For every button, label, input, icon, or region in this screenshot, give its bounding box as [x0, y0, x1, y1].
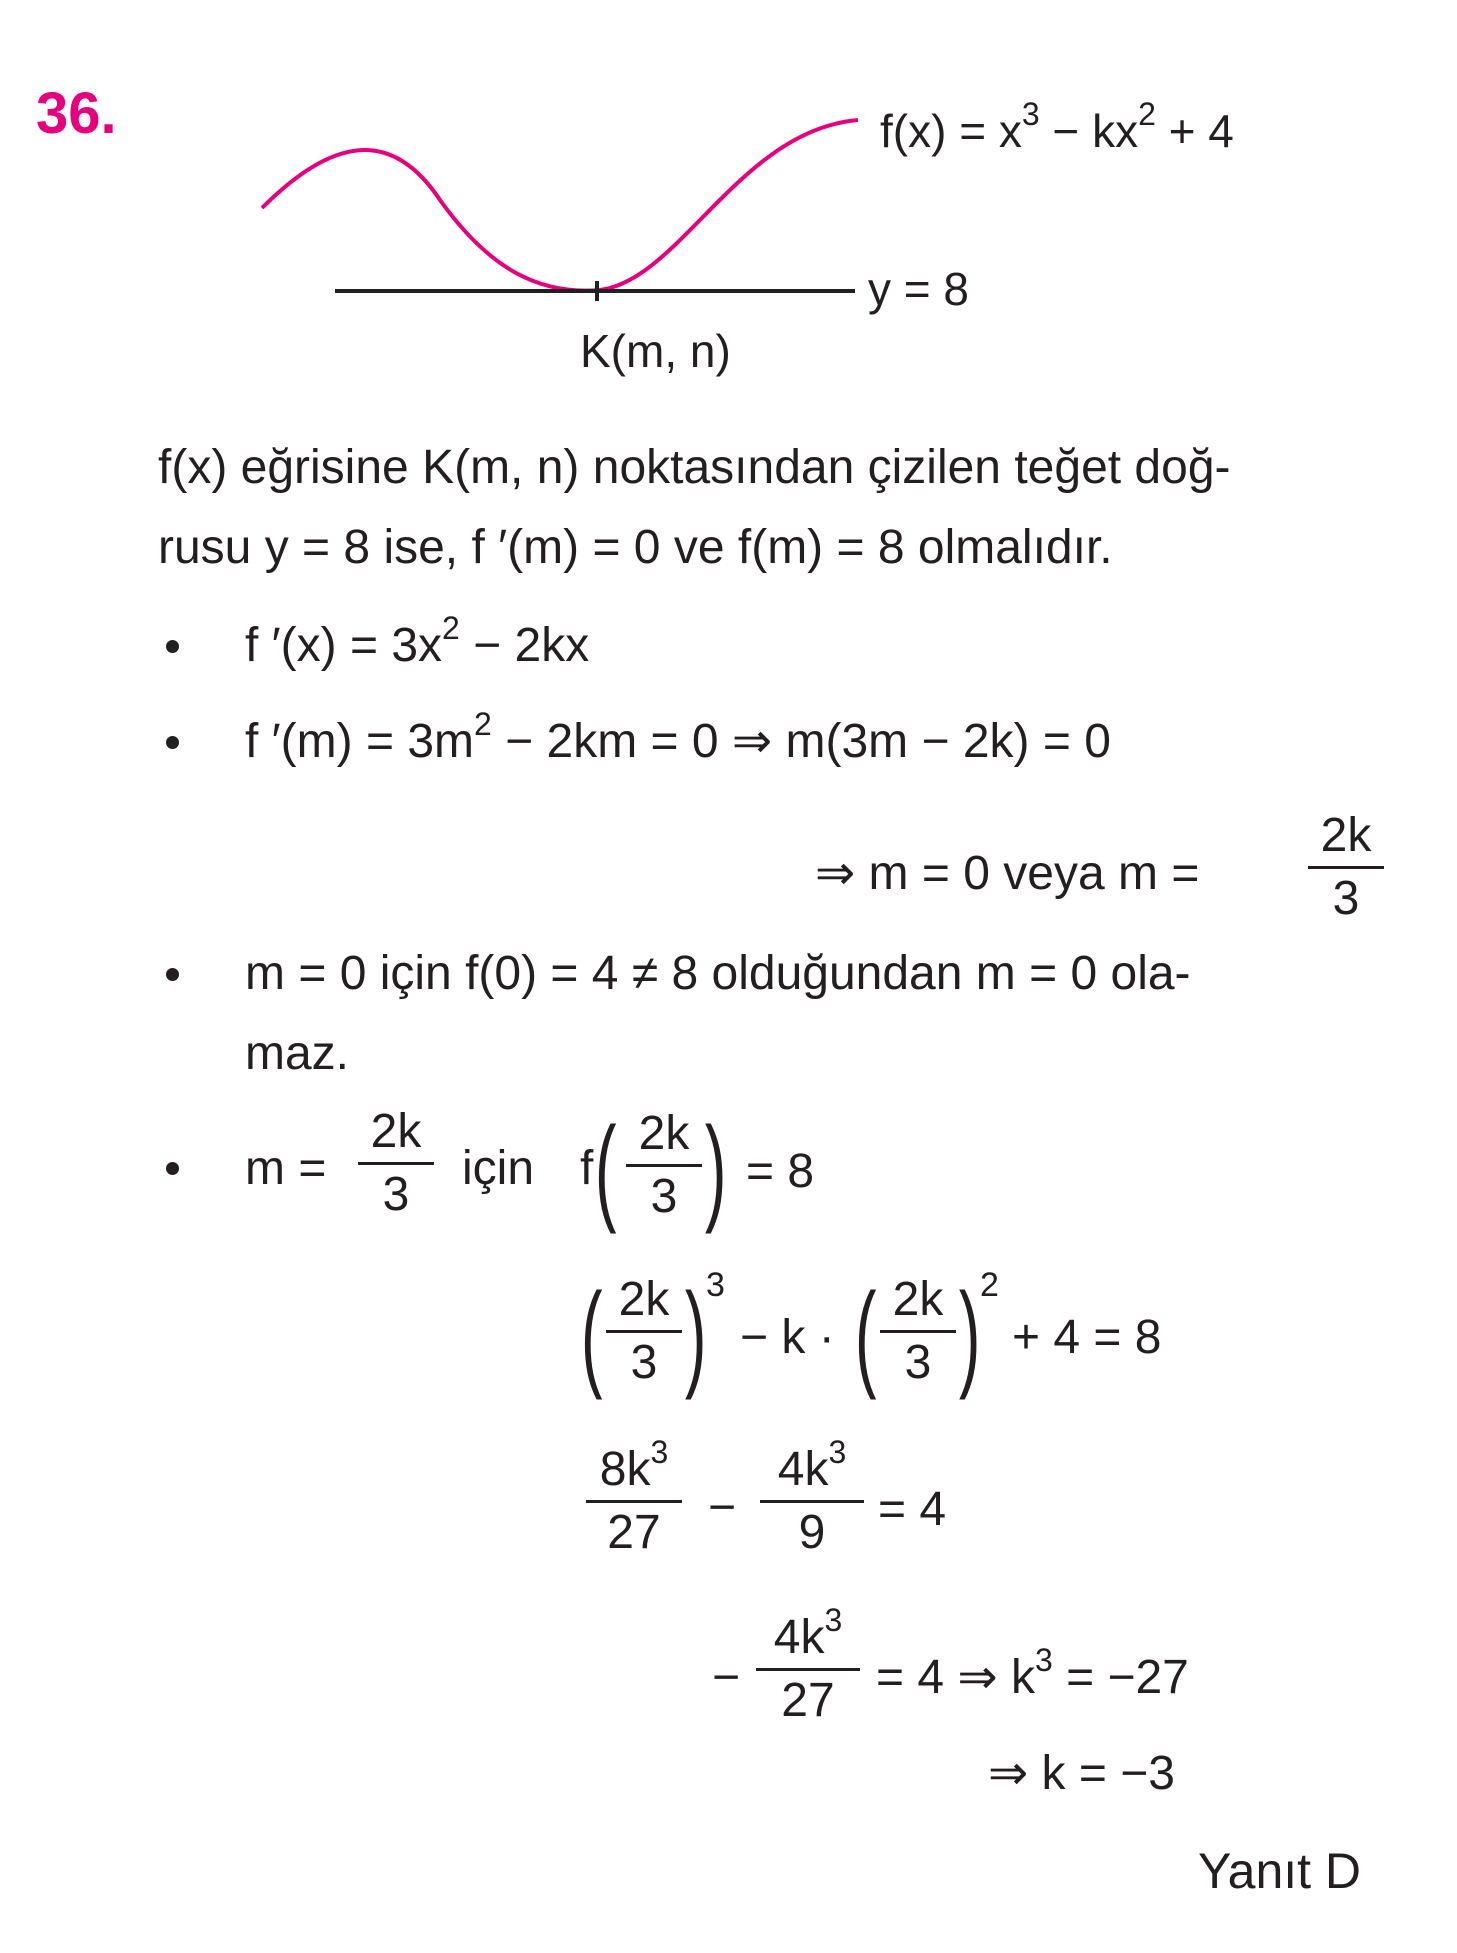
step-3-fraction: 2k 3: [1308, 812, 1384, 923]
eq-1-rparen: ): [684, 1269, 707, 1401]
step-5-rparen: ): [704, 1103, 727, 1235]
answer-label: Yanıt D: [1198, 1843, 1362, 1899]
intro-line-2: rusu y = 8 ise, f ′(m) = 0 ve f(m) = 8 olmalıdır.: [158, 521, 1113, 574]
eq-1-end: + 4 = 8: [1012, 1311, 1162, 1364]
point-label: K(m, n): [580, 325, 731, 377]
eq-1-rparen-2: ): [958, 1269, 981, 1401]
eq-1-fraction: 2k 3: [606, 1276, 682, 1387]
eq-1-mid: − k ·: [740, 1311, 835, 1364]
eq-3-end: = 4 ⇒ $k^3 = -27$: [876, 1642, 1189, 1704]
problem-number: 36.: [36, 81, 117, 146]
step-1: f $'(x) = 3x^2 - 2kx$: [245, 610, 590, 672]
curve-fx: [262, 120, 858, 291]
bullet-4: [166, 1162, 179, 1175]
eq-3-minus: −: [712, 1651, 741, 1704]
step-5-f: f: [580, 1142, 594, 1195]
bullet-3: [166, 968, 179, 981]
step-2: f $'(m) = 3m^2 - 2km = 0$ ⇒ m(3m − 2k) = 0: [245, 706, 1111, 768]
step-4-line-2: maz.: [245, 1027, 350, 1080]
step-5-fraction: 2k 3: [358, 1108, 434, 1219]
line-label: y = 8: [868, 263, 970, 315]
step-3-text: ⇒ m = 0 veya m =: [815, 847, 1200, 900]
step-4-line-1: m = 0 için f(0) = 4 ≠ 8 olduğundan m = 0 ola-: [245, 947, 1191, 1000]
curve-label: $f(x) = x^3 - kx^2 + 4$: [880, 96, 1234, 157]
eq-1-lparen: (: [580, 1269, 603, 1401]
eq-3-fraction: $4k^3$ 27: [756, 1614, 860, 1725]
eq-1-exp: 3: [706, 1266, 725, 1304]
eq-2-end: = 4: [878, 1483, 947, 1536]
eq-1-exp-2: 2: [980, 1266, 999, 1304]
eq-2-fraction: $8k^3$ 27: [586, 1446, 682, 1557]
eq-4: ⇒ k = −3: [988, 1747, 1175, 1800]
eq-2-minus: −: [708, 1481, 737, 1534]
bullet-1: [166, 640, 179, 653]
step-5-fraction-2: 2k 3: [626, 1110, 702, 1221]
eq-2-fraction-2: $4k^3$ 9: [760, 1446, 864, 1557]
step-5-m: m =: [245, 1142, 327, 1195]
intro-line-1: f(x) eğrisine K(m, n) noktasından çizilen teğet doğ-: [158, 441, 1231, 494]
step-5-lparen: (: [594, 1103, 617, 1235]
bullet-2: [166, 736, 179, 749]
eq-1-lparen-2: (: [854, 1269, 877, 1401]
step-5-icin: için: [462, 1142, 535, 1195]
step-5-eq: = 8: [746, 1145, 815, 1198]
eq-1-fraction-2: 2k 3: [880, 1276, 956, 1387]
